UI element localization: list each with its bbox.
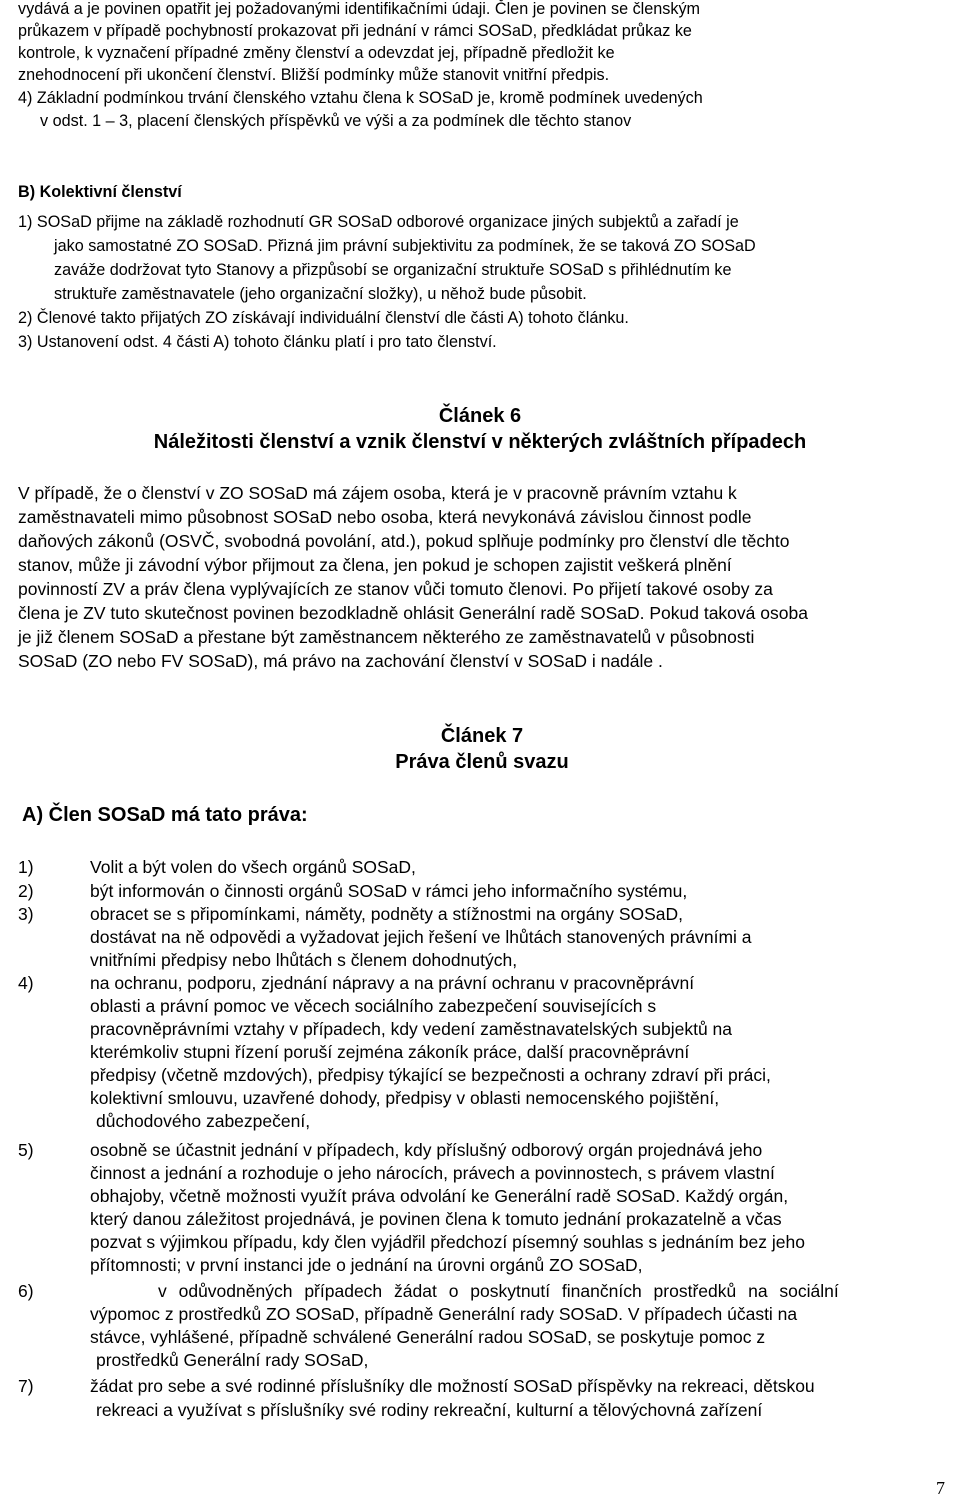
paragraph-line: je již členem SOSaD a přestane být zaměstnancem některého ze zaměstnavatelů v působnosti [18, 627, 755, 647]
list-number: 6) [18, 1281, 34, 1301]
list-number: 4) [18, 973, 34, 993]
paragraph-line: kontrole, k vyznačení případné změny členství a odevzdat jej, případně předložit ke [18, 44, 615, 62]
list-number: 2) [18, 881, 34, 901]
list-item-text: oblasti a právní pomoc ve věcech sociálního zabezpečení souvisejících s [90, 996, 657, 1016]
list-item-text: činnost a jednání a rozhoduje o jeho nárocích, právech a povinnostech, s právem vlastní [90, 1163, 775, 1183]
paragraph-line: průkazem v případě pochybností prokazovat při jednání v rámci SOSaD, předkládat průkaz ke [18, 22, 692, 40]
list-item-text: důchodového zabezpečení, [96, 1111, 311, 1131]
paragraph-line: struktuře zaměstnavatele (jeho organizační složky), u něhož bude působit. [54, 285, 587, 303]
paragraph-line: stanov, může ji závodní výbor přijmout za člena, jen pokud je schopen zajistit veškerá plnění [18, 555, 732, 575]
paragraph-line: jako samostatné ZO SOSaD. Přizná jim právní subjektivitu za podmínek, že se taková ZO SOSaD [54, 237, 756, 255]
list-item-text: prostředků Generální rady SOSaD, [96, 1350, 369, 1370]
paragraph-line: vydává a je povinen opatřit jej požadovanými identifikačními údaji. Člen je povinen se členským [18, 0, 701, 18]
list-number: 3) [18, 904, 34, 924]
paragraph-line: člena je ZV tuto skutečnost povinen bezodkladně ohlásit Generální radě SOSaD. Pokud taková osoba [18, 603, 808, 623]
list-item-text: předpisy (včetně mzdových), předpisy týkající se bezpečnosti a ochrany zdraví při práci, [90, 1065, 771, 1085]
list-item-text: na ochranu, podporu, zjednání nápravy a na právní ochranu v pracovněprávní [90, 973, 695, 993]
list-item-text: v odůvodněných případech žádat o poskytnutí finančních prostředků na sociální [158, 1281, 839, 1301]
list-item-text: být informován o činnosti orgánů SOSaD v rámci jeho informačního systému, [90, 881, 688, 901]
article-number: Článek 7 [440, 725, 524, 747]
article-title: Práva členů svazu [395, 751, 569, 773]
list-item-text: který danou záležitost projednává, je povinen člena k tomuto jednání prokazatelně a včas [90, 1209, 782, 1229]
list-item-text: výpomoc z prostředků ZO SOSaD, případně Generální rady SOSaD. V případech účasti na [90, 1304, 798, 1324]
list-item-text: obhajoby, včetně možnosti využít práva odvolání ke Generální radě SOSaD. Každý orgán, [90, 1186, 789, 1206]
section-heading: B) Kolektivní členství [18, 183, 182, 201]
list-number: 5) [18, 1140, 34, 1160]
list-item-text: dostávat na ně odpovědi a vyžadovat jejich řešení ve lhůtách stanovených právními a [90, 927, 752, 947]
list-item-text: osobně se účastnit jednání v případech, kdy příslušný odborový orgán projednává jeho [90, 1140, 763, 1160]
paragraph-line: zaměstnavateli mimo působnost SOSaD nebo osoba, která nevykonává závislou činnost podle [18, 507, 752, 527]
paragraph-line: 3) Ustanovení odst. 4 části A) tohoto článku platí i pro tato členství. [18, 333, 497, 351]
list-item-text: stávce, vyhlášené, případně schválené Generální radou SOSaD, se poskytuje pomoc z [90, 1327, 766, 1347]
list-item-text: pozvat s výjimkou případu, kdy člen vyjádřil předchozí písemný souhlas s jednáním bez jeho [90, 1232, 805, 1252]
paragraph-line: V případě, že o členství v ZO SOSaD má zájem osoba, která je v pracovně právním vztahu k [18, 483, 737, 503]
paragraph-line: daňových zákonů (OSVČ, svobodná povolání, atd.), pokud splňuje podmínky pro členství dle těchto [18, 531, 790, 551]
paragraph-line: povinností ZV a práv člena vyplývajících ze stanov vůči tomuto členovi. Po přijetí takové osoby za [18, 579, 773, 599]
list-item-text: vnitřními předpisy nebo lhůtách s členem dohodnutých, [90, 950, 518, 970]
paragraph-line: zaváže dodržovat tyto Stanovy a přizpůsobí se organizační struktuře SOSaD s přihlédnutím ke [54, 261, 732, 279]
list-item-text: kolektivní smlouvu, uzavřené dohody, předpisy v oblasti nemocenského pojištění, [90, 1088, 720, 1108]
list-item-text: pracovněprávními vztahy v případech, kdy vedení zaměstnavatelských subjektů na [90, 1019, 733, 1039]
paragraph-line: v odst. 1 – 3, placení členských příspěvků ve výši a za podmínek dle těchto stanov [40, 112, 632, 130]
list-item-text: kterémkoliv stupni řízení poruší zejména zákoník práce, další pracovněprávní [90, 1042, 690, 1062]
list-item-text: rekreaci a využívat s příslušníky své rodiny rekreační, kulturní a tělovýchovná zařízení [96, 1400, 763, 1420]
article-subheading: A) Člen SOSaD má tato práva: [22, 804, 308, 826]
page-number: 7 [936, 1478, 945, 1498]
paragraph-line: znehodnocení při ukončení členství. Bližší podmínky může stanovit vnitřní předpis. [18, 66, 610, 84]
list-item-text: žádat pro sebe a své rodinné příslušníky dle možností SOSaD příspěvky na rekreaci, dětskou [90, 1376, 815, 1396]
article-title: Náležitosti členství a vznik členství v některých zvláštních případech [153, 431, 807, 453]
paragraph-line: 1) SOSaD přijme na základě rozhodnutí GR SOSaD odborové organizace jiných subjektů a zařadí je [18, 213, 739, 231]
list-item-text: obracet se s připomínkami, náměty, podněty a stížnostmi na orgány SOSaD, [90, 904, 684, 924]
list-number: 1) [18, 857, 34, 877]
paragraph-line: 2) Členové takto přijatých ZO získávají individuální členství dle části A) tohoto článku. [18, 309, 629, 327]
list-item-text: přítomnosti; v první instanci jde o jednání na úrovni orgánů ZO SOSaD, [90, 1255, 643, 1275]
paragraph-line: SOSaD (ZO nebo FV SOSaD), má právo na zachování členství v SOSaD i nadále . [18, 651, 663, 671]
list-number: 7) [18, 1376, 34, 1396]
list-item-text: Volit a být volen do všech orgánů SOSaD, [90, 857, 416, 877]
article-number: Článek 6 [438, 405, 522, 427]
paragraph-line: 4) Základní podmínkou trvání členského vztahu člena k SOSaD je, kromě podmínek uvedených [18, 89, 703, 107]
